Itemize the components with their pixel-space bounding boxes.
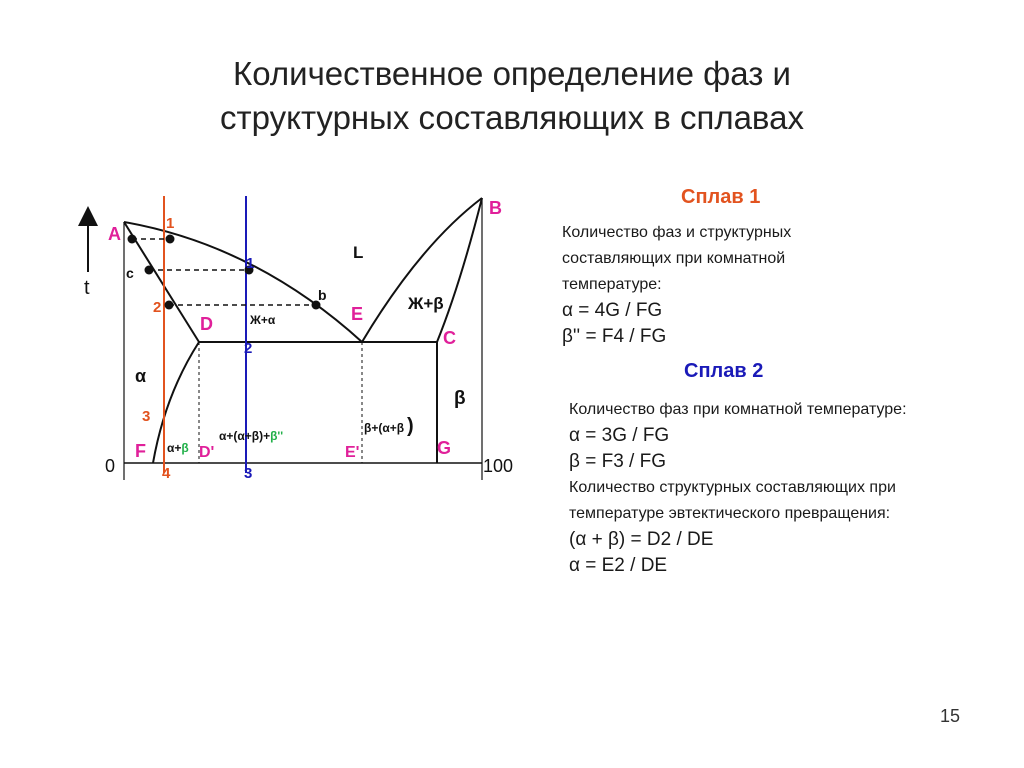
dot-alloy1-solidus [165,301,174,310]
point-A-label: A [108,224,121,244]
region-eutectic-mid-label [219,429,283,443]
beta-double-prime-text: β'' [270,429,284,443]
page-number: 15 [939,706,960,726]
alloy1-mark-2: 2 [153,299,162,316]
eutectic-right-paren: ) [407,415,414,437]
region-liquid-alpha-label: Ж+α [250,313,276,327]
axis-t-label: t [84,277,90,299]
alloy-1-formula-alpha: α = 4G / FG [562,300,663,321]
liquidus-left-curve [124,222,362,342]
alloy-2-formula-alpha-e2: α = E2 / DE [569,555,668,576]
region-liquid-beta-label: Ж+β [408,294,444,313]
region-alpha-plus-beta-label [167,441,189,455]
alloy-2-line-4: Количество структурных составляющих при [569,479,896,496]
alloy-2-line-1: Количество фаз при комнатной температуре: [569,401,907,418]
eutectic-right-text: β+(α+β [364,421,405,435]
point-D-prime-label: D' [199,444,215,461]
point-C-label: C [443,328,456,348]
point-b-label: b [318,287,327,303]
alloy-2-formula-beta: β = F3 / FG [569,451,666,472]
liquidus-right-curve [362,198,482,342]
alloy1-mark-4: 4 [162,465,171,482]
axis-hundred-label: 100 [483,456,514,476]
beta-green-text: β [181,441,189,455]
alloy-1-formula-beta: β'' = F4 / FG [562,326,667,347]
region-beta-label: β [454,388,466,409]
point-E-prime-label: E' [345,444,360,461]
region-eutectic-right-label [364,415,414,437]
point-D-label: D [200,314,213,334]
alloy-2-text [569,397,907,579]
alpha-plus-text: α+ [167,441,182,455]
region-alpha-label: α [135,366,147,386]
alloy-2-formula-eutectic: (α + β) = D2 / DE [569,529,714,550]
alloy-2-title: Сплав 2 [684,360,764,382]
dot-a-left [128,235,137,244]
alloy1-mark-1: 1 [166,215,175,232]
alloy-1-line-3: температуре: [562,276,662,293]
point-F-label: F [135,441,146,461]
region-L-label: L [353,243,364,262]
alloy2-mark-1: 1 [246,255,255,272]
solidus-right-curve [437,198,482,342]
alloy-1-line-2: составляющих при комнатной [562,250,786,267]
axis-zero-label: 0 [105,456,116,476]
point-B-label: B [489,198,502,218]
alloy2-mark-2: 2 [244,340,253,357]
eutectic-mid-text: α+(α+β)+ [219,429,271,443]
alloy-2-formula-alpha: α = 3G / FG [569,425,670,446]
alloy-1-text [562,220,791,350]
slide-title-line-2: структурных составляющих в сплавах [220,99,804,136]
point-G-label: G [437,438,452,458]
dot-alloy1-top [166,235,175,244]
point-E-label: E [351,304,364,324]
point-c-label: c [126,265,134,281]
slide-title-line-1: Количественное определение фаз и [233,55,791,92]
alloy-2-line-5: температуре эвтектического превращения: [569,505,891,522]
alloy2-mark-3: 3 [244,465,253,482]
alloy-1-line-1: Количество фаз и структурных [562,224,792,241]
alloy1-mark-3: 3 [142,408,151,425]
alloy-1-title: Сплав 1 [681,186,761,208]
dot-c [145,266,154,275]
